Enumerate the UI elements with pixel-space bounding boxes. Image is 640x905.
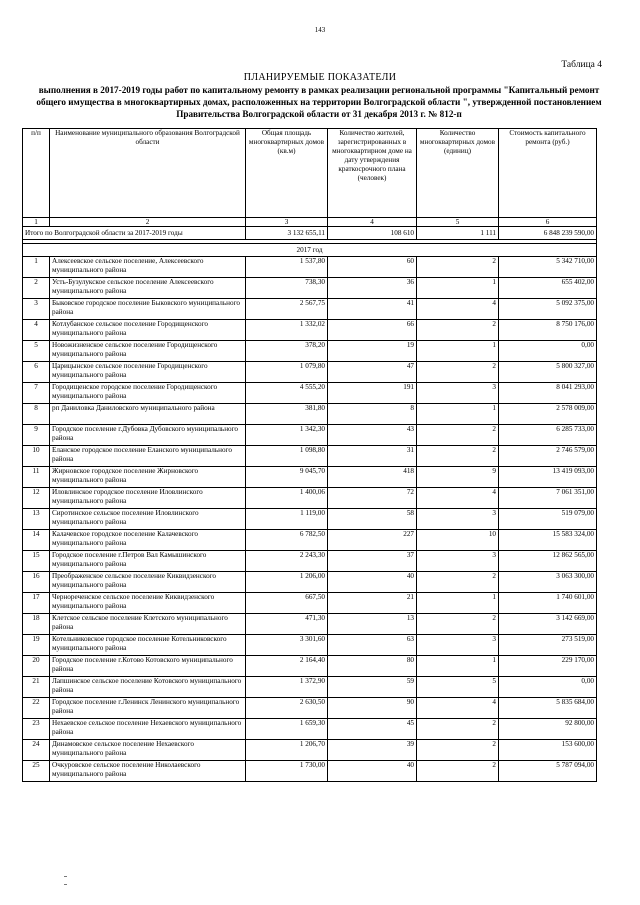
cost-value: 5 787 094,00 — [499, 761, 597, 782]
municipality-name: Иловлинское городское поселение Иловлинского муниципального района — [50, 488, 246, 509]
table-row — [23, 698, 597, 719]
table-row — [23, 341, 597, 362]
houses-value: 4 — [417, 488, 499, 509]
area-value: 2 630,50 — [246, 698, 328, 719]
cost-value: 92 800,00 — [499, 719, 597, 740]
cost-value: 5 342 710,00 — [499, 257, 597, 278]
row-number: 8 — [23, 404, 50, 425]
document-title: ПЛАНИРУЕМЫЕ ПОКАЗАТЕЛИ — [243, 72, 397, 83]
houses-value: 4 — [417, 698, 499, 719]
area-value: 1 206,70 — [246, 740, 328, 761]
residents-value: 40 — [328, 572, 417, 593]
year-row — [23, 244, 597, 257]
municipality-name: Усть-Бузулукское сельское поселение Алексеевского муниципального района — [50, 278, 246, 299]
cost-value: 2 578 009,00 — [499, 404, 597, 425]
table-row — [23, 257, 597, 278]
scan-mark — [64, 884, 67, 885]
total-residents: 108 610 — [328, 227, 417, 240]
municipality-name: Котлубанское сельское поселение Городищенского муниципального района — [50, 320, 246, 341]
row-number: 11 — [23, 467, 50, 488]
houses-value: 2 — [417, 446, 499, 467]
municipality-name: Лапшинское сельское поселение Котовского муниципального района — [50, 677, 246, 698]
row-number: 6 — [23, 362, 50, 383]
residents-value: 37 — [328, 551, 417, 572]
houses-value: 1 — [417, 278, 499, 299]
residents-value: 13 — [328, 614, 417, 635]
cost-value: 519 079,00 — [499, 509, 597, 530]
residents-value: 40 — [328, 761, 417, 782]
table-row — [23, 572, 597, 593]
row-number: 18 — [23, 614, 50, 635]
houses-value: 9 — [417, 467, 499, 488]
cost-value: 273 519,00 — [499, 635, 597, 656]
area-value: 1 400,06 — [246, 488, 328, 509]
header-area: Общая площадь многоквартирных домов (кв.м) — [246, 129, 328, 218]
cost-value: 229 170,00 — [499, 656, 597, 677]
houses-value: 3 — [417, 551, 499, 572]
header-cost: Стоимость капитального ремонта (руб.) — [499, 129, 597, 218]
area-value: 1 372,90 — [246, 677, 328, 698]
table-row — [23, 278, 597, 299]
row-number: 22 — [23, 698, 50, 719]
table-row — [23, 362, 597, 383]
row-number: 15 — [23, 551, 50, 572]
cost-value: 15 583 324,00 — [499, 530, 597, 551]
residents-value: 45 — [328, 719, 417, 740]
municipality-name: Клетское сельское поселение Клетского муниципального района — [50, 614, 246, 635]
row-number: 17 — [23, 593, 50, 614]
residents-value: 80 — [328, 656, 417, 677]
table-row — [23, 593, 597, 614]
area-value: 1 079,80 — [246, 362, 328, 383]
residents-value: 66 — [328, 320, 417, 341]
cost-value: 12 862 565,00 — [499, 551, 597, 572]
municipality-name: Нехаевское сельское поселение Нехаевского муниципального района — [50, 719, 246, 740]
residents-value: 19 — [328, 341, 417, 362]
header-row-number: п/п — [23, 129, 50, 218]
municipality-name: Царицынское сельское поселение Городищенского муниципального района — [50, 362, 246, 383]
area-value: 9 045,70 — [246, 467, 328, 488]
header-residents: Количество жителей, зарегистрированных в многоквартирном доме на дату утверждения краткосрочного плана (человек) — [328, 129, 417, 218]
table-row — [23, 320, 597, 341]
municipality-name: Котельниковское городское поселение Котельниковского муниципального района — [50, 635, 246, 656]
houses-value: 5 — [417, 677, 499, 698]
houses-value: 1 — [417, 404, 499, 425]
cost-value: 5 092 375,00 — [499, 299, 597, 320]
houses-value: 2 — [417, 572, 499, 593]
residents-value: 63 — [328, 635, 417, 656]
table-row — [23, 488, 597, 509]
area-value: 1 119,00 — [246, 509, 328, 530]
table-row — [23, 761, 597, 782]
area-value: 2 567,75 — [246, 299, 328, 320]
table-row — [23, 677, 597, 698]
houses-value: 2 — [417, 320, 499, 341]
municipality-name: Новожизненское сельское поселение Городищенского муниципального района — [50, 341, 246, 362]
houses-value: 2 — [417, 425, 499, 446]
residents-value: 227 — [328, 530, 417, 551]
column-number: 4 — [328, 218, 417, 227]
row-number: 24 — [23, 740, 50, 761]
row-number: 21 — [23, 677, 50, 698]
table-row — [23, 551, 597, 572]
municipality-name: Сиротинское сельское поселение Иловлинского муниципального района — [50, 509, 246, 530]
residents-value: 36 — [328, 278, 417, 299]
residents-value: 43 — [328, 425, 417, 446]
header-houses: Количество многоквартирных домов (единиц) — [417, 129, 499, 218]
cost-value: 0,00 — [499, 677, 597, 698]
municipality-name: Городское поселение г.Дубовка Дубовского муниципального района — [50, 425, 246, 446]
houses-value: 4 — [417, 299, 499, 320]
table-row — [23, 530, 597, 551]
houses-value: 1 — [417, 593, 499, 614]
table-row — [23, 656, 597, 677]
residents-value: 191 — [328, 383, 417, 404]
cost-value: 7 061 351,00 — [499, 488, 597, 509]
municipality-name: Городищенское городское поселение Городищенского муниципального района — [50, 383, 246, 404]
column-number: 3 — [246, 218, 328, 227]
houses-value: 3 — [417, 383, 499, 404]
row-number: 10 — [23, 446, 50, 467]
residents-value: 39 — [328, 740, 417, 761]
municipality-name: Еланское городское поселение Еланского муниципального района — [50, 446, 246, 467]
row-number: 4 — [23, 320, 50, 341]
table-row — [23, 509, 597, 530]
row-number: 16 — [23, 572, 50, 593]
cost-value: 3 142 669,00 — [499, 614, 597, 635]
houses-value: 3 — [417, 635, 499, 656]
houses-value: 2 — [417, 761, 499, 782]
row-number: 7 — [23, 383, 50, 404]
table-row — [23, 383, 597, 404]
area-value: 1 730,00 — [246, 761, 328, 782]
table-row — [23, 614, 597, 635]
municipality-name: Алексеевское сельское поселение, Алексеевского муниципального района — [50, 257, 246, 278]
scan-mark — [64, 876, 67, 877]
row-number: 1 — [23, 257, 50, 278]
table-row — [23, 446, 597, 467]
houses-value: 2 — [417, 614, 499, 635]
municipality-name: Быковское городское поселение Быковского муниципального района — [50, 299, 246, 320]
table-row — [23, 299, 597, 320]
column-number: 2 — [50, 218, 246, 227]
row-number: 14 — [23, 530, 50, 551]
area-value: 1 332,02 — [246, 320, 328, 341]
table-row — [23, 635, 597, 656]
row-number: 19 — [23, 635, 50, 656]
residents-value: 90 — [328, 698, 417, 719]
area-value: 667,50 — [246, 593, 328, 614]
area-value: 381,80 — [246, 404, 328, 425]
houses-value: 3 — [417, 509, 499, 530]
municipality-name: Динамовское сельское поселение Нехаевского муниципального района — [50, 740, 246, 761]
area-value: 2 243,30 — [246, 551, 328, 572]
area-value: 378,20 — [246, 341, 328, 362]
table-row — [23, 740, 597, 761]
municipality-name: Жирновское городское поселение Жирновского муниципального района — [50, 467, 246, 488]
houses-value: 2 — [417, 719, 499, 740]
row-number: 12 — [23, 488, 50, 509]
cost-value: 153 600,00 — [499, 740, 597, 761]
cost-value: 3 063 300,00 — [499, 572, 597, 593]
area-value: 6 782,50 — [246, 530, 328, 551]
page-number: 143 — [314, 26, 326, 34]
cost-value: 5 800 327,00 — [499, 362, 597, 383]
column-number: 5 — [417, 218, 499, 227]
cost-value: 655 402,00 — [499, 278, 597, 299]
row-number: 23 — [23, 719, 50, 740]
area-value: 1 098,80 — [246, 446, 328, 467]
cost-value: 8 750 176,00 — [499, 320, 597, 341]
municipality-name: Преображенское сельское поселение Киквидзенского муниципального района — [50, 572, 246, 593]
cost-value: 1 740 601,00 — [499, 593, 597, 614]
municipality-name: Городское поселение г.Котово Котовского муниципального района — [50, 656, 246, 677]
houses-value: 2 — [417, 257, 499, 278]
residents-value: 59 — [328, 677, 417, 698]
cost-value: 6 285 733,00 — [499, 425, 597, 446]
residents-value: 418 — [328, 467, 417, 488]
header-municipality: Наименование муниципального образования Волгоградской области — [50, 129, 246, 218]
residents-value: 21 — [328, 593, 417, 614]
total-area: 3 132 655,11 — [246, 227, 328, 240]
document-subtitle: выполнения в 2017-2019 годы работ по капитальному ремонту в рамках реализации региональной программы "Капитальный ремонт общего имущества в многоквартирных домах, расположенных на территории Волгоградской области ", утвержденной постановлением Правительства Волгоградской области от 31 декабря 2013 г. № 812-п — [36, 85, 602, 119]
year-label: 2017 год — [23, 244, 597, 257]
cost-value: 8 041 293,00 — [499, 383, 597, 404]
row-number: 20 — [23, 656, 50, 677]
total-row — [23, 227, 597, 240]
area-value: 4 555,20 — [246, 383, 328, 404]
total-label: Итого по Волгоградской области за 2017-2019 годы — [23, 227, 246, 240]
residents-value: 41 — [328, 299, 417, 320]
houses-value: 2 — [417, 740, 499, 761]
row-number: 3 — [23, 299, 50, 320]
row-number: 2 — [23, 278, 50, 299]
area-value: 471,30 — [246, 614, 328, 635]
area-value: 738,30 — [246, 278, 328, 299]
total-cost: 6 848 239 590,00 — [499, 227, 597, 240]
row-number: 9 — [23, 425, 50, 446]
row-number: 5 — [23, 341, 50, 362]
houses-value: 2 — [417, 362, 499, 383]
area-value: 1 659,30 — [246, 719, 328, 740]
table-row — [23, 425, 597, 446]
total-houses: 1 111 — [417, 227, 499, 240]
cost-value: 2 746 579,00 — [499, 446, 597, 467]
row-number: 25 — [23, 761, 50, 782]
column-numbers-row — [23, 218, 597, 227]
houses-value: 10 — [417, 530, 499, 551]
houses-value: 1 — [417, 341, 499, 362]
area-value: 1 342,30 — [246, 425, 328, 446]
area-value: 1 537,80 — [246, 257, 328, 278]
residents-value: 58 — [328, 509, 417, 530]
table-row — [23, 719, 597, 740]
indicators-table — [22, 128, 597, 782]
residents-value: 47 — [328, 362, 417, 383]
municipality-name: Городское поселение г.Ленинск Ленинского муниципального района — [50, 698, 246, 719]
area-value: 2 164,40 — [246, 656, 328, 677]
residents-value: 72 — [328, 488, 417, 509]
table-row — [23, 404, 597, 425]
residents-value: 60 — [328, 257, 417, 278]
residents-value: 8 — [328, 404, 417, 425]
municipality-name: Чернореченское сельское поселение Киквидзенского муниципального района — [50, 593, 246, 614]
residents-value: 31 — [328, 446, 417, 467]
area-value: 1 206,00 — [246, 572, 328, 593]
row-number: 13 — [23, 509, 50, 530]
cost-value: 13 419 093,00 — [499, 467, 597, 488]
column-number: 1 — [23, 218, 50, 227]
table-label: Таблица 4 — [561, 60, 602, 70]
municipality-name: Городское поселение г.Петров Вал Камышинского муниципального района — [50, 551, 246, 572]
municipality-name: рп Даниловка Даниловского муниципального района — [50, 404, 246, 425]
cost-value: 0,00 — [499, 341, 597, 362]
municipality-name: Очкуровское сельское поселение Николаевского муниципального района — [50, 761, 246, 782]
cost-value: 5 835 684,00 — [499, 698, 597, 719]
table-row — [23, 467, 597, 488]
area-value: 3 301,60 — [246, 635, 328, 656]
table-header-row — [23, 129, 597, 218]
houses-value: 1 — [417, 656, 499, 677]
column-number: 6 — [499, 218, 597, 227]
municipality-name: Калачевское городское поселение Калачевского муниципального района — [50, 530, 246, 551]
